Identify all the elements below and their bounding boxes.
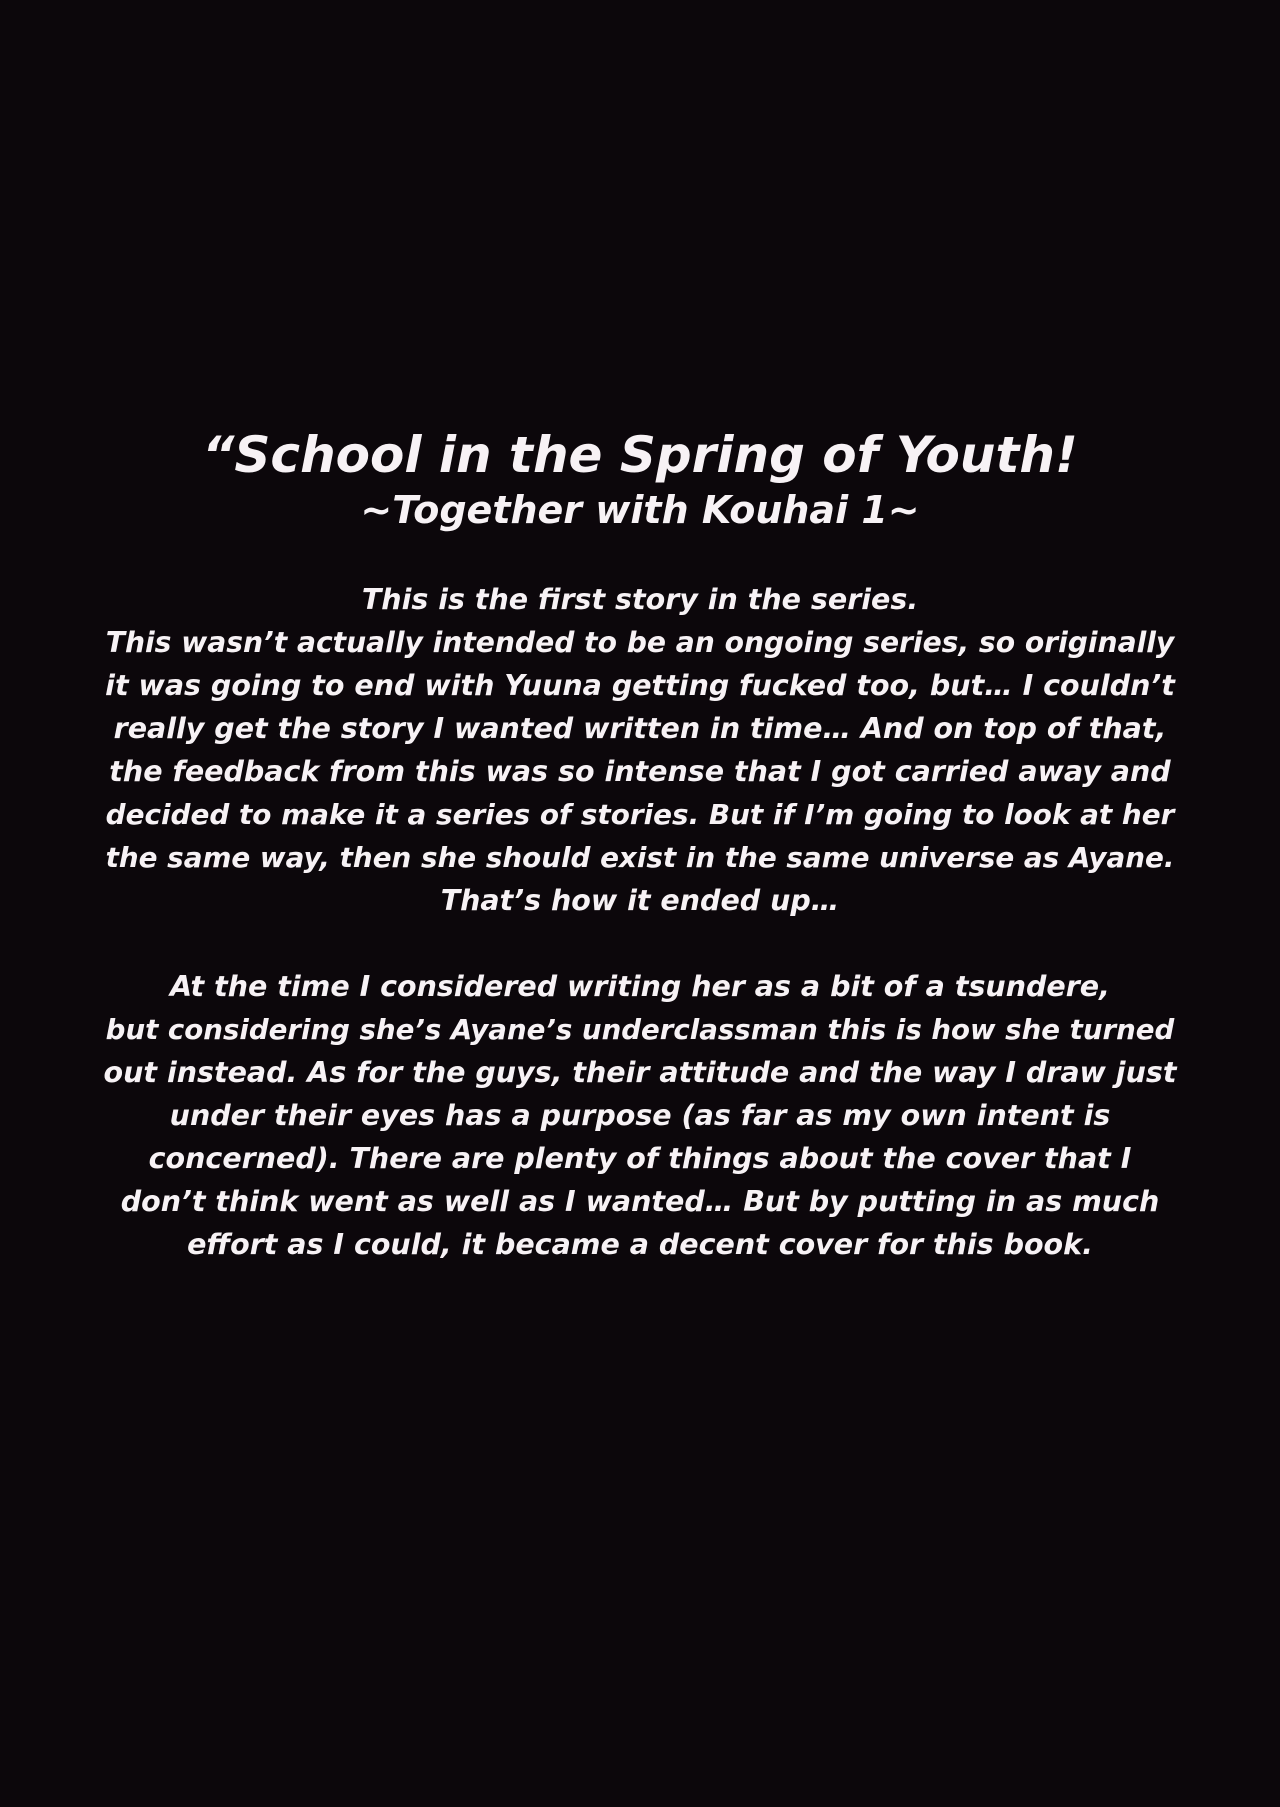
commentary-paragraph-1 (100, 578, 1180, 922)
text-line: out instead. As for the guys, their attitude and the way I draw just (103, 1056, 1177, 1089)
chapter-title: “School in the Spring of Youth! (202, 426, 1078, 484)
text-line: At the time I considered writing her as a bit of a tsundere, (170, 970, 1110, 1003)
text-line: decided to make it a series of stories. But if I’m going to look at her (105, 798, 1175, 831)
text-line: the same way, then she should exist in the same universe as Ayane. (105, 841, 1175, 874)
afterword-content (100, 425, 1180, 1266)
text-line: don’t think went as well as I wanted… But by putting in as much (120, 1185, 1160, 1218)
text-line: it was going to end with Yuuna getting fucked too, but… I couldn’t (105, 669, 1175, 702)
chapter-subtitle: ~Together with Kouhai 1~ (360, 488, 920, 532)
text-line: the feedback from this was so intense that I got carried away and (109, 755, 1171, 788)
text-line: under their eyes has a purpose (as far as my own intent is (169, 1099, 1111, 1132)
text-line: This wasn’t actually intended to be an ongoing series, so originally (105, 626, 1175, 659)
text-line: concerned). There are plenty of things about the cover that I (148, 1142, 1132, 1175)
text-line: That’s how it ended up… (440, 884, 840, 917)
text-line: This is the first story in the series. (361, 583, 919, 616)
commentary-paragraph-2 (100, 965, 1180, 1266)
text-line: effort as I could, it became a decent cover for this book. (187, 1228, 1093, 1261)
text-line: really get the story I wanted written in time… And on top of that, (113, 712, 1167, 745)
text-line: but considering she’s Ayane’s underclassman this is how she turned (105, 1013, 1175, 1046)
